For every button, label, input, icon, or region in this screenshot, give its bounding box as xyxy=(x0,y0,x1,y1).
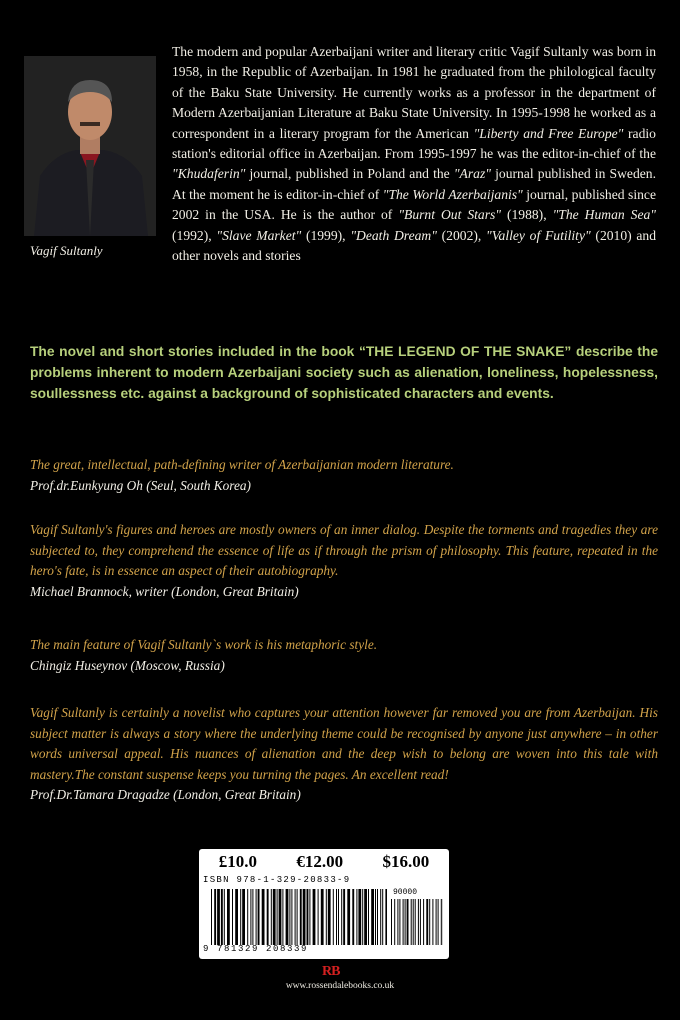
barcode-bar xyxy=(235,889,238,945)
barcode-bar xyxy=(438,899,439,945)
barcode-bar xyxy=(282,889,283,945)
barcode-bar xyxy=(313,889,316,945)
price-list xyxy=(199,852,449,872)
barcode-bar xyxy=(403,899,404,945)
barcode-bar xyxy=(397,899,398,945)
barcode-bar xyxy=(391,899,392,945)
barcode-bar xyxy=(358,889,361,945)
barcode-bar xyxy=(297,889,298,945)
barcode-bar xyxy=(375,889,376,945)
barcode-bar xyxy=(286,889,289,945)
barcode-bar xyxy=(343,889,345,945)
price-eur: €12.00 xyxy=(296,852,344,871)
barcode-bar xyxy=(347,889,350,945)
review-attribution: Chingiz Huseynov (Moscow, Russia) xyxy=(30,657,225,673)
barcode-bar xyxy=(252,889,253,945)
barcode-bar xyxy=(289,889,290,945)
barcode-bar xyxy=(394,899,395,945)
barcode-bar xyxy=(341,889,342,945)
barcode-bar xyxy=(232,889,233,945)
isbn-number: ISBN 978-1-329-20833-9 xyxy=(203,875,351,885)
bio-text: (1988), xyxy=(500,207,553,223)
barcode-bar xyxy=(321,889,324,945)
review-text: The great, intellectual, path-defining writer of Azerbaijanian modern literature. xyxy=(30,457,454,472)
barcode-bar xyxy=(303,889,306,945)
barcode-bar xyxy=(258,889,260,945)
bio-title-italic: "Burnt Out Stars" xyxy=(398,207,501,223)
barcode-bar xyxy=(362,889,363,945)
barcode-bar xyxy=(399,899,400,945)
barcode-bar xyxy=(247,889,248,945)
bio-text: journal published in Sweden. At the moment he is editor-in-chief of xyxy=(172,166,656,202)
bio-text: radio station's editorial office in Azerbaijan. From 1995-1997 he was the editor-in-chief of the xyxy=(172,125,656,162)
bio-title-italic: "Valley of Futility" xyxy=(486,227,591,243)
barcode-bar xyxy=(356,889,357,945)
barcode-bar xyxy=(242,889,245,945)
bio-text: The modern and popular Azerbaijani writer and literary critic Vagif Sultanly was born in 1958, in the Republic of Azerbaijan. In 1981 he graduated from the philological faculty of the Baku State University. He currently works as a professor in the department of Modern Azerbaijanian Literature at Baku State University. In 1995-1998 he worked as a correspondent in a literary program for the American xyxy=(172,44,656,141)
bio-text: journal, published since 2002 in the USA. He is the author of xyxy=(172,186,656,223)
barcode-bar xyxy=(413,899,414,945)
barcode-main-bars xyxy=(211,889,387,945)
barcode-bar xyxy=(371,889,374,945)
barcode-bar xyxy=(214,889,216,945)
barcode-bar xyxy=(333,889,334,945)
bio-title-italic: "Khudaferin" xyxy=(172,166,246,182)
barcode-bar xyxy=(250,889,251,945)
barcode-bar xyxy=(426,899,428,945)
barcode-bar xyxy=(338,889,339,945)
review-text: The main feature of Vagif Sultanly`s work is his metaphoric style. xyxy=(30,637,378,652)
barcode-addon-bars xyxy=(391,899,443,945)
barcode-bar xyxy=(328,889,331,945)
bio-text: journal, published in Poland and the xyxy=(245,166,454,182)
barcode-bar xyxy=(377,889,378,945)
barcode-bar xyxy=(227,889,230,945)
review-attribution: Prof.dr.Eunkyung Oh (Seul, South Korea) xyxy=(30,477,251,493)
price-gbp: £10.0 xyxy=(218,852,257,871)
review-text: Vagif Sultanly is certainly a novelist who captures your attention however far removed you are from Azerbaijan. His subject matter is always a story where the underlying theme could be recognised by anyone just anywhere – in other words universal appeal. His nuances of alienation and the deep wish to belong are woven into this tale with mastery.The constant suspense keeps you turning the pages. An excellent read! xyxy=(30,705,658,782)
barcode-bar xyxy=(405,899,406,945)
barcode-bar xyxy=(240,889,241,945)
barcode-bar xyxy=(352,889,354,945)
barcode-bar xyxy=(326,889,327,945)
review-quote xyxy=(30,703,658,806)
barcode-bar xyxy=(277,889,278,945)
barcode-bar xyxy=(411,899,412,945)
barcode-bar xyxy=(217,889,220,945)
barcode-bar xyxy=(256,889,257,945)
barcode-bar xyxy=(224,889,225,945)
barcode-bar xyxy=(262,889,265,945)
barcode-bar xyxy=(368,889,369,945)
barcode-bar xyxy=(221,889,223,945)
barcode-bar xyxy=(295,889,296,945)
barcode-bar xyxy=(364,889,367,945)
barcode-bar xyxy=(418,899,419,945)
barcode-bar xyxy=(267,889,269,945)
barcode-bar xyxy=(432,899,433,945)
barcode-bar xyxy=(300,889,302,945)
barcode-panel xyxy=(199,849,449,959)
review-text: Vagif Sultanly's figures and heroes are mostly owners of an inner dialog. Despite the torments and tragedies they are subjected to, they comprehend the essence of life as if through the prism of philosophy. This feature, repeated in the hero's fate, is in essence an aspect of their autobiography. xyxy=(30,522,658,578)
bio-text: (1999), xyxy=(301,227,351,243)
review-attribution: Prof.Dr.Tamara Dragadze (London, Great Britain) xyxy=(30,787,301,802)
review-quote xyxy=(30,455,658,496)
bio-title-italic: "Araz" xyxy=(453,166,491,182)
bio-text: (2010) and other novels and stories xyxy=(172,227,657,264)
barcode-bar xyxy=(382,889,383,945)
barcode-bar xyxy=(309,889,310,945)
publisher-logo: RB xyxy=(322,964,340,979)
barcode-bar xyxy=(279,889,282,945)
barcode-bar xyxy=(318,889,319,945)
author-biography xyxy=(172,42,656,266)
barcode-bar xyxy=(420,899,421,945)
barcode-bar xyxy=(291,889,292,945)
book-summary: The novel and short stories included in the book “THE LEGEND OF THE SNAKE” describe the problems inherent to modern Azerbaijani society such as alienation, loneliness, hopelessness, soullessness etc. against a background of sophisticated characters and events. xyxy=(30,344,658,401)
review-attribution: Michael Brannock, writer (London, Great Britain) xyxy=(30,583,299,599)
photo-caption: Vagif Sultanly xyxy=(30,243,103,258)
price-usd: $16.00 xyxy=(382,852,430,871)
barcode-bar xyxy=(436,899,437,945)
bio-text: (1992), xyxy=(172,227,217,243)
barcode-bar xyxy=(429,899,430,945)
barcode-bar xyxy=(211,889,212,945)
bio-title-italic: "Liberty and Free Europe" xyxy=(473,125,624,141)
publisher-website: www.rossendalebooks.co.uk xyxy=(285,981,395,991)
barcode-bar xyxy=(385,889,387,945)
bio-title-italic: "Death Dream" xyxy=(350,227,437,243)
barcode-bar xyxy=(380,889,381,945)
barcode-bar xyxy=(441,899,442,945)
review-quote xyxy=(30,520,658,602)
bio-title-italic: "Slave Market" xyxy=(216,227,302,243)
barcode-bar xyxy=(407,899,409,945)
bio-title-italic: "The World Azerbaijanis" xyxy=(382,186,523,202)
review-quote xyxy=(30,635,658,676)
barcode-bar xyxy=(423,899,424,945)
barcode-bar xyxy=(307,889,309,945)
barcode-bar xyxy=(415,899,416,945)
addon-code: 90000 xyxy=(393,888,418,897)
barcode-bar xyxy=(336,889,337,945)
barcode-bar xyxy=(271,889,272,945)
author-portrait-illustration xyxy=(24,56,156,236)
bio-text: (2002), xyxy=(436,227,487,243)
bio-title-italic: "The Human Sea" xyxy=(552,207,656,223)
author-photo xyxy=(24,56,156,236)
barcode-digits: 9 781329 208339 xyxy=(203,944,309,954)
barcode-bar xyxy=(273,889,276,945)
